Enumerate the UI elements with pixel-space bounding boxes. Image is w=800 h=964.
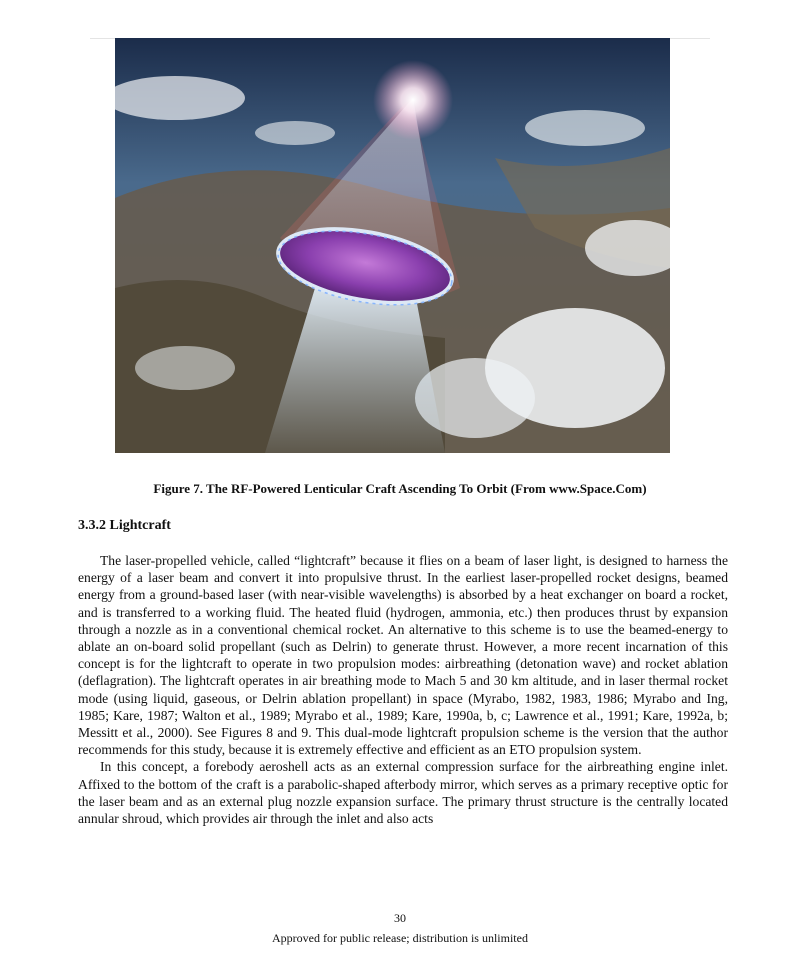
body-text [78,552,728,827]
figure-image [115,38,670,453]
page-number: 30 [394,911,406,925]
section-heading: 3.3.2 Lightcraft [78,518,171,533]
distribution-statement: Approved for public release; distribution is unlimited [272,931,528,945]
figure-caption: Figure 7. The RF-Powered Lenticular Craft Ascending To Orbit (From www.Space.Com) [153,481,647,496]
paragraph: In this concept, a forebody aeroshell acts as an external compression surface for the airbreathing engine inlet. Affixed to the bottom of the craft is a parabolic-shaped afterbody mirror, which serves as a primary receptive optic for the laser beam and as an external plug nozzle expansion surface. The primary thrust structure is the centrally located annular shroud, which provides air through the inlet and also acts [78,759,728,827]
paragraph: The laser-propelled vehicle, called “lightcraft” because it flies on a beam of laser light, is designed to harness the energy of a laser beam and convert it into propulsive thrust. In the earliest laser-propelled rocket designs, beamed energy from a ground-based laser (with near-visible wavelengths) is absorbed by a heat exchanger on board a rocket, and is transferred to a working fluid. The heated fluid (hydrogen, ammonia, etc.) then produces thrust by expansion through a nozzle as in a conventional chemical rocket. An alternative to this scheme is to use the beamed-energy to ablate an on-board solid propellant (such as Delrin) to generate thrust. However, a more recent incarnation of this concept is for the lightcraft to operate in two propulsion modes: airbreathing (detonation wave) and rocket ablation (deflagration). The lightcraft operates in air breathing mode to Mach 5 and 30 km altitude, and in laser thermal rocket mode (using liquid, gaseous, or Delrin ablation propellant) in space (Myrabo, 1982, 1983, 1986; Myrabo and Ing, 1985; Kare, 1987; Walton et al., 1989; Myrabo et al., 1989; Kare, 1990a, b, c; Lawrence et al., 1991; Kare, 1992a, b; Messitt et al., 2000). See Figures 8 and 9. This dual-mode lightcraft propulsion scheme is the version that the author recommends for this study, because it is extremely effective and efficient as an ETO propulsion system. [78,553,728,758]
